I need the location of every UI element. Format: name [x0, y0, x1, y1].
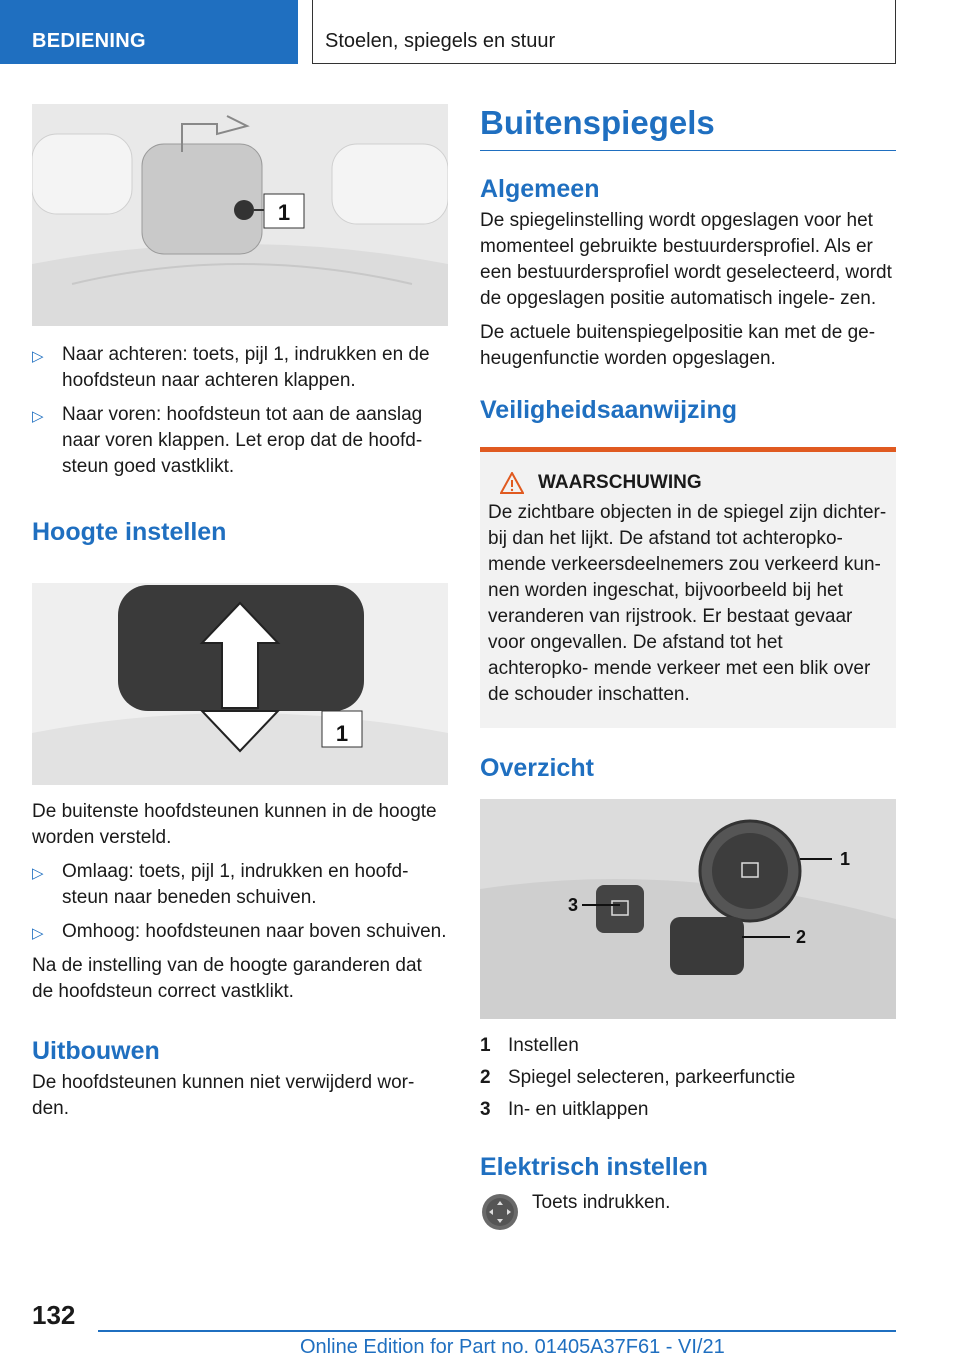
- img-callout-1: 1: [840, 849, 851, 869]
- overview-list: [480, 1033, 896, 1123]
- footer-divider: [98, 1330, 896, 1332]
- right-column: [480, 104, 896, 1230]
- page-number: 132: [32, 1300, 76, 1330]
- headrest-height-illustration: [32, 583, 448, 785]
- triangle-bullet-icon: ▷: [32, 925, 44, 942]
- electric-text: Toets indrukken.: [532, 1192, 671, 1213]
- img1-callout: 1: [277, 200, 291, 225]
- list-item: ▷ Omlaag: toets, pijl 1, indrukken en hoofd- steun naar beneden schuiven.: [32, 861, 409, 908]
- warning-header: [488, 472, 888, 494]
- list-item: 1 Instellen: [480, 1035, 579, 1056]
- electric-instruction: [480, 1190, 896, 1230]
- section-title: BEDIENING: [32, 30, 146, 52]
- triangle-bullet-icon: ▷: [32, 408, 44, 425]
- mirrors-heading: Buitenspiegels: [480, 104, 896, 151]
- general-paragraph-1: De spiegelinstelling wordt opgeslagen voor het momenteel gebruikte bestuurdersprofiel. Als er een bestuurdersprofiel wordt geselecteerd, wordt de opgeslagen positie automatisch ingele- zen.: [480, 210, 892, 309]
- height-intro: De buitenste hoofdsteunen kunnen in de hoogte worden versteld.: [32, 801, 437, 848]
- direction-button-icon: [480, 1190, 520, 1230]
- left-column: [32, 104, 448, 1130]
- headrest-fold-illustration: [32, 104, 448, 326]
- chapter-title: Stoelen, spiegels en stuur: [325, 30, 556, 52]
- img-callout-2: 2: [796, 927, 807, 947]
- general-heading: Algemeen: [480, 175, 600, 203]
- mirror-switch-illustration: [480, 799, 896, 1019]
- electric-heading: Elektrisch instellen: [480, 1153, 708, 1181]
- img2-callout: 1: [335, 721, 349, 746]
- warning-triangle-icon: [500, 472, 524, 494]
- list-item: ▷ Naar achteren: toets, pijl 1, indrukken en de hoofdsteun naar achteren klappen.: [32, 344, 430, 391]
- overview-heading: Overzicht: [480, 754, 594, 782]
- general-paragraph-2: De actuele buitenspiegelpositie kan met de ge- heugenfunctie worden opgeslagen.: [480, 322, 876, 369]
- img-callout-3: 3: [568, 895, 579, 915]
- height-note: Na de instelling van de hoogte garanderen dat de hoofdsteun correct vastklikt.: [32, 955, 422, 1002]
- list-item: 3 In- en uitklappen: [480, 1099, 649, 1120]
- chapter-header: [312, 0, 896, 64]
- remove-text: De hoofdsteunen kunnen niet verwijderd wor- den.: [32, 1072, 415, 1119]
- warning-title: WAARSCHUWING: [538, 472, 702, 493]
- triangle-bullet-icon: ▷: [32, 865, 44, 882]
- triangle-bullet-icon: ▷: [32, 348, 44, 365]
- section-tab: [0, 0, 298, 64]
- height-heading: Hoogte instellen: [32, 518, 227, 546]
- warning-text: De zichtbare objecten in de spiegel zijn dichter- bij dan het lijkt. De afstand tot achteropko- mende verkeersdeelnemers zou verkeerd kun- nen worden ingeschat, bijvoorbeeld bij het veranderen van rijstrook. Er bestaat gevaar voor ongevallen. De afstand tot het achteropko- mende verkeer met een blik over de schouder inschatten.: [488, 502, 887, 705]
- list-item: ▷ Naar voren: hoofdsteun tot aan de aanslag naar voren klappen. Let erop dat de hoofd- steun goed vastklikt.: [32, 404, 423, 477]
- warning-box: [480, 447, 896, 728]
- list-item: ▷ Omhoog: hoofdsteunen naar boven schuiven.: [32, 919, 448, 945]
- safety-heading: Veiligheidsaanwijzing: [480, 396, 738, 424]
- remove-heading: Uitbouwen: [32, 1037, 160, 1065]
- edition-footer: Online Edition for Part no. 01405A37F61 - VI/21: [300, 1336, 725, 1358]
- list-item: 2 Spiegel selecteren, parkeerfunctie: [480, 1067, 796, 1088]
